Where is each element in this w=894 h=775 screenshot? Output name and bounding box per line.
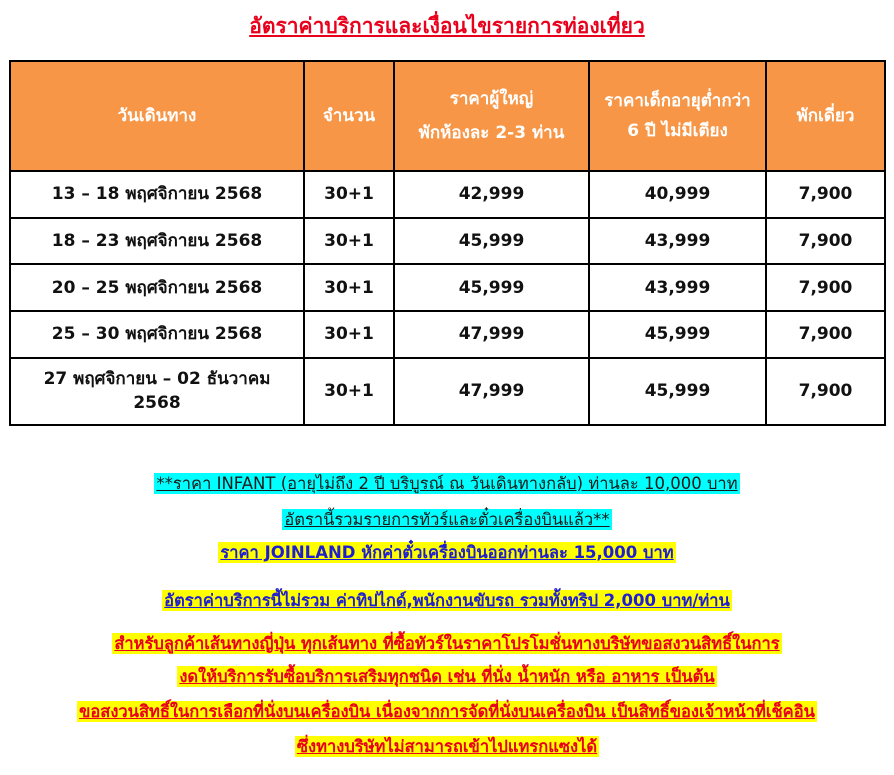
joinland-note bbox=[0, 540, 894, 566]
tips-note-part2: ค่าทิปไกด์,พนักงานขับรถ รวมทั้งทริป 2,000 บาท/ท่าน bbox=[330, 591, 730, 610]
table-row bbox=[10, 218, 885, 265]
cell-date: 13 – 18 พฤศจิกายน 2568 bbox=[10, 171, 304, 218]
cell-single-price: 7,900 bbox=[766, 218, 885, 265]
cell-date-line1: 27 พฤศจิกายน – 02 ธันวาคม bbox=[43, 369, 271, 390]
cell-qty: 30+1 bbox=[304, 358, 394, 425]
table-row bbox=[10, 358, 885, 425]
included-note bbox=[0, 507, 894, 533]
cell-adult-price: 47,999 bbox=[394, 311, 589, 358]
header-date: วันเดินทาง bbox=[10, 61, 304, 171]
cell-child-price: 45,999 bbox=[589, 311, 766, 358]
infant-note bbox=[0, 471, 894, 497]
cell-child-price: 43,999 bbox=[589, 218, 766, 265]
header-adult bbox=[394, 61, 589, 171]
cell-qty: 30+1 bbox=[304, 171, 394, 218]
cell-date-line2: 2568 bbox=[133, 393, 181, 414]
japan-note-line1 bbox=[0, 631, 894, 657]
header-adult-line2: พักห้องละ 2-3 ท่าน bbox=[418, 122, 565, 143]
cell-child-price: 43,999 bbox=[589, 264, 766, 311]
cell-date bbox=[10, 358, 304, 425]
table-row bbox=[10, 171, 885, 218]
cell-single-price: 7,900 bbox=[766, 358, 885, 425]
cell-qty: 30+1 bbox=[304, 264, 394, 311]
cell-single-price: 7,900 bbox=[766, 264, 885, 311]
seat-note-line2-text: ซึ่งทางบริษัทไม่สามารถเข้าไปแทรกแซงได้ bbox=[296, 737, 598, 756]
cell-adult-price: 47,999 bbox=[394, 358, 589, 425]
cell-child-price: 40,999 bbox=[589, 171, 766, 218]
seat-note-line1-text: ขอสงวนสิทธิ์ในการเลือกที่นั่งบนเครื่องบิน เนื่องจากการจัดที่นั่งบนเครื่องบิน เป็นสิทธิ์ของเจ้าหน้าที่เช็คอิน bbox=[79, 702, 815, 721]
cell-qty: 30+1 bbox=[304, 218, 394, 265]
header-single: พักเดี่ยว bbox=[766, 61, 885, 171]
cell-single-price: 7,900 bbox=[766, 311, 885, 358]
japan-note-line1-text: สำหรับลูกค้าเส้นทางญี่ปุ่น ทุกเส้นทาง ที่ซื้อทัวร์ในราคาโปรโมชั่นทางบริษัทขอสงวนสิทธิ์ในการ bbox=[114, 634, 780, 653]
infant-note-text: **ราคา INFANT (อายุไม่ถึง 2 ปี บริบูรณ์ ณ วันเดินทางกลับ) ท่านละ 10,000 บาท bbox=[156, 474, 738, 493]
header-child-line2: 6 ปี ไม่มีเตียง bbox=[627, 120, 728, 141]
cell-child-price: 45,999 bbox=[589, 358, 766, 425]
seat-note-line1 bbox=[0, 699, 894, 725]
table-row bbox=[10, 264, 885, 311]
table-row bbox=[10, 311, 885, 358]
tips-note bbox=[0, 588, 894, 614]
page-title: อัตราค่าบริการและเงื่อนไขรายการท่องเที่ยว bbox=[249, 14, 645, 38]
cell-date: 25 – 30 พฤศจิกายน 2568 bbox=[10, 311, 304, 358]
cell-adult-price: 45,999 bbox=[394, 264, 589, 311]
cell-adult-price: 45,999 bbox=[394, 218, 589, 265]
japan-note-line2-text: งดให้บริการรับซื้อบริการเสริมทุกชนิด เช่น ที่นั่ง น้ำหนัก หรือ อาหาร เป็นต้น bbox=[179, 667, 715, 686]
cell-date: 18 – 23 พฤศจิกายน 2568 bbox=[10, 218, 304, 265]
rates-table bbox=[9, 60, 886, 426]
japan-note-line2 bbox=[0, 664, 894, 690]
cell-date: 20 – 25 พฤศจิกายน 2568 bbox=[10, 264, 304, 311]
included-note-text: อัตรานี้รวมรายการทัวร์และตั๋วเครื่องบินแล้ว** bbox=[284, 510, 610, 529]
header-qty: จำนวน bbox=[304, 61, 394, 171]
cell-qty: 30+1 bbox=[304, 311, 394, 358]
cell-single-price: 7,900 bbox=[766, 171, 885, 218]
table-header-row bbox=[10, 61, 885, 171]
header-child bbox=[589, 61, 766, 171]
joinland-note-text: ราคา JOINLAND หักค่าตั๋วเครื่องบินออกท่านละ 15,000 บาท bbox=[220, 543, 674, 562]
cell-adult-price: 42,999 bbox=[394, 171, 589, 218]
tips-note-part1: อัตราค่าบริการนี้ไม่รวม bbox=[164, 591, 331, 610]
seat-note-line2 bbox=[0, 734, 894, 760]
header-adult-line1: ราคาผู้ใหญ่ bbox=[449, 88, 534, 109]
header-child-line1: ราคาเด็กอายุต่ำกว่า bbox=[604, 90, 751, 111]
